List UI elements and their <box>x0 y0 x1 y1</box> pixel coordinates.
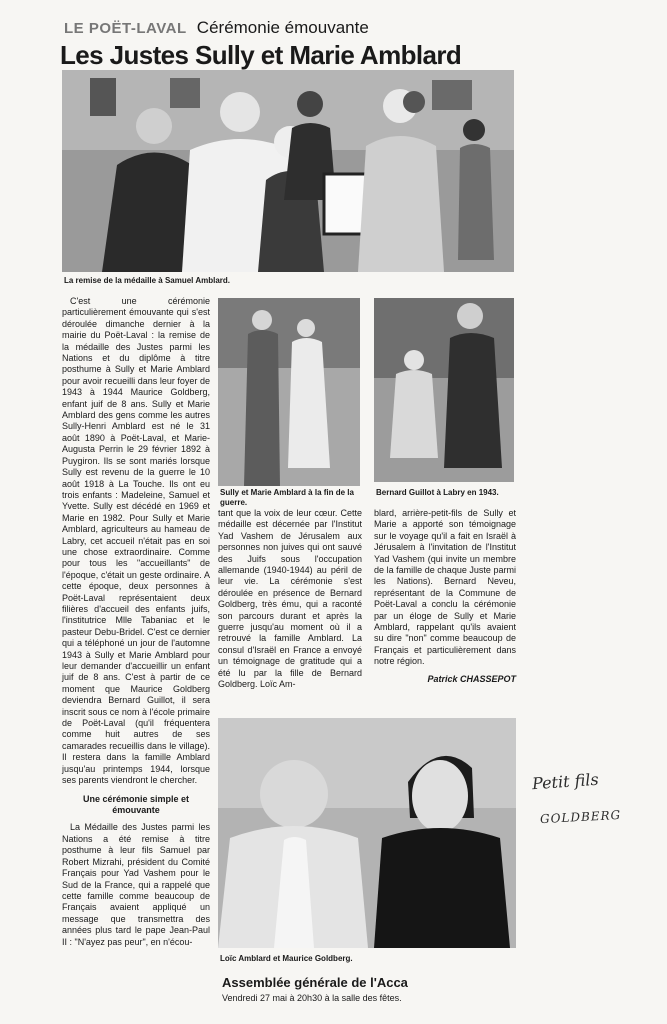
column-3-paragraph: blard, arrière-petit-fils de Sully et Marie a apporté son témoignage sur le voyage qu'il a fait en Israël à Jérusalem à l'invitation de l'Institut Yad Vashem (qui invite un membre de la famille de chaque Juste parmi les Nations). Bernard Neveu, représentant de la Commune de Poët-Laval a conclu la cérémonie par un éloge de Sully et Marie Amblard, rappelant qu'ils avaient su dire "non" comme beaucoup de Français et particulièrement dans notre région. <box>374 508 516 667</box>
couple-photo-caption: Sully et Marie Amblard à la fin de la guerre. <box>220 488 354 507</box>
article-column-2 <box>218 508 362 691</box>
column-1-paragraph-1: C'est une cérémonie particulièrement émouvante qui s'est déroulée dimanche dernier à la mairie du Poët-Laval : la remise de la médaille des Justes parmi les Nations et du diplôme à titre posthume à Sully et Marie Amblard pour avoir recueilli dans leur foyer de 1943 à 1944 Maurice Goldberg, enfant juif de 8 ans. Sully et Marie Amblard des gens comme les autres Sully-Henri Amblard est né le 31 août 1890 à Poët-Laval, et Marie-Augusta Perrin le 29 février 1892 à Puygiron. Ils se sont mariés lorsque Sully est revenu de la guerre le 10 août 1918 à La Touche. Ils ont eu trois enfants : Madeleine, Samuel et Yvette. Sully est décédé en 1969 et Marie en 1982. Pour Sully et Marie Amblard, agriculteurs au hameau de Labry, cet accueil n'était pas en soi une chose extraordinaire. Comme pour tous les "accueillants" de l'époque, c'était un geste ordinaire. A cette époque, deux personnes à Poët-Laval représentaient deux filières d'accueil des enfants juifs, l'institutrice Mlle Tabaniac et le pasteur Debu-Bridel. C'est ce dernier qui a téléphoné un jour de l'automne 1943 à Sully et Marie Amblard pour leur demander d'accueillir un enfant juif de 8 ans. C'est à partir de ce moment que Maurice Goldberg deviendra Bernard Guillot, il sera inscrit sous ce nom à l'école primaire de Poët-Laval (qu'il fréquentera comme huit autres de ses camarades recueillis dans le village). Il restera dans la famille Amblard jusqu'au printemps 1944, lorsque ses parents viendront le chercher. <box>62 296 210 786</box>
topic-label: Cérémonie émouvante <box>196 18 369 37</box>
town-label: LE POËT-LAVAL <box>64 20 187 37</box>
couple-photo <box>218 298 360 486</box>
article-column-3 <box>374 508 516 685</box>
article-column-1 <box>62 296 210 948</box>
main-photo <box>62 70 514 272</box>
assembly-title: Assemblée générale de l'Acca <box>222 975 408 990</box>
handwritten-note-line-1: Petit fils <box>531 769 600 794</box>
portrait-photo-caption: Loïc Amblard et Maurice Goldberg. <box>220 954 353 963</box>
child-photo <box>374 298 514 482</box>
assembly-text: Vendredi 27 mai à 20h30 à la salle des fêtes. <box>222 993 402 1003</box>
article-byline: Patrick CHASSEPOT <box>427 673 516 684</box>
main-photo-caption: La remise de la médaille à Samuel Amblard. <box>64 276 230 285</box>
portrait-photo <box>218 718 516 948</box>
article-headline: Les Justes Sully et Marie Amblard <box>60 40 462 70</box>
column-1-paragraph-2: La Médaille des Justes parmi les Nations a été remise à titre posthume à leur fils Samuel par Robert Mizrahi, président du Comité Français pour Yad Vashem pour le Sud de la France, qui a rappelé que cette famille comme beaucoup de Français avaient appliqué un message que transmettra des années plus tard le pape Jean-Paul II : "N'ayez pas peur", en n'écou- <box>62 822 210 947</box>
article-subheading: Une cérémonie simple et émouvante <box>82 794 190 816</box>
article-kicker <box>64 18 369 38</box>
column-2-paragraph: tant que la voix de leur cœur. Cette médaille est décernée par l'Institut Yad Vashem de Jérusalem aux personnes non juives qui ont sauvé des Juifs sous l'occupation allemande (1940-1944) au péril de leur vie. La cérémonie s'est déroulée en présence de Bernard Goldberg, très ému, qui a raconté son parcours durant et après la guerre jusqu'au moment où il a retrouvé la famille Amblard. La consul d'Israël en France a envoyé un témoignage de gratitude qui a été lu par la fille de Bernard Goldberg. Loïc Am- <box>218 508 362 690</box>
child-photo-caption: Bernard Guillot à Labry en 1943. <box>376 488 499 497</box>
handwritten-note-line-2: GOLDBERG <box>539 807 622 827</box>
